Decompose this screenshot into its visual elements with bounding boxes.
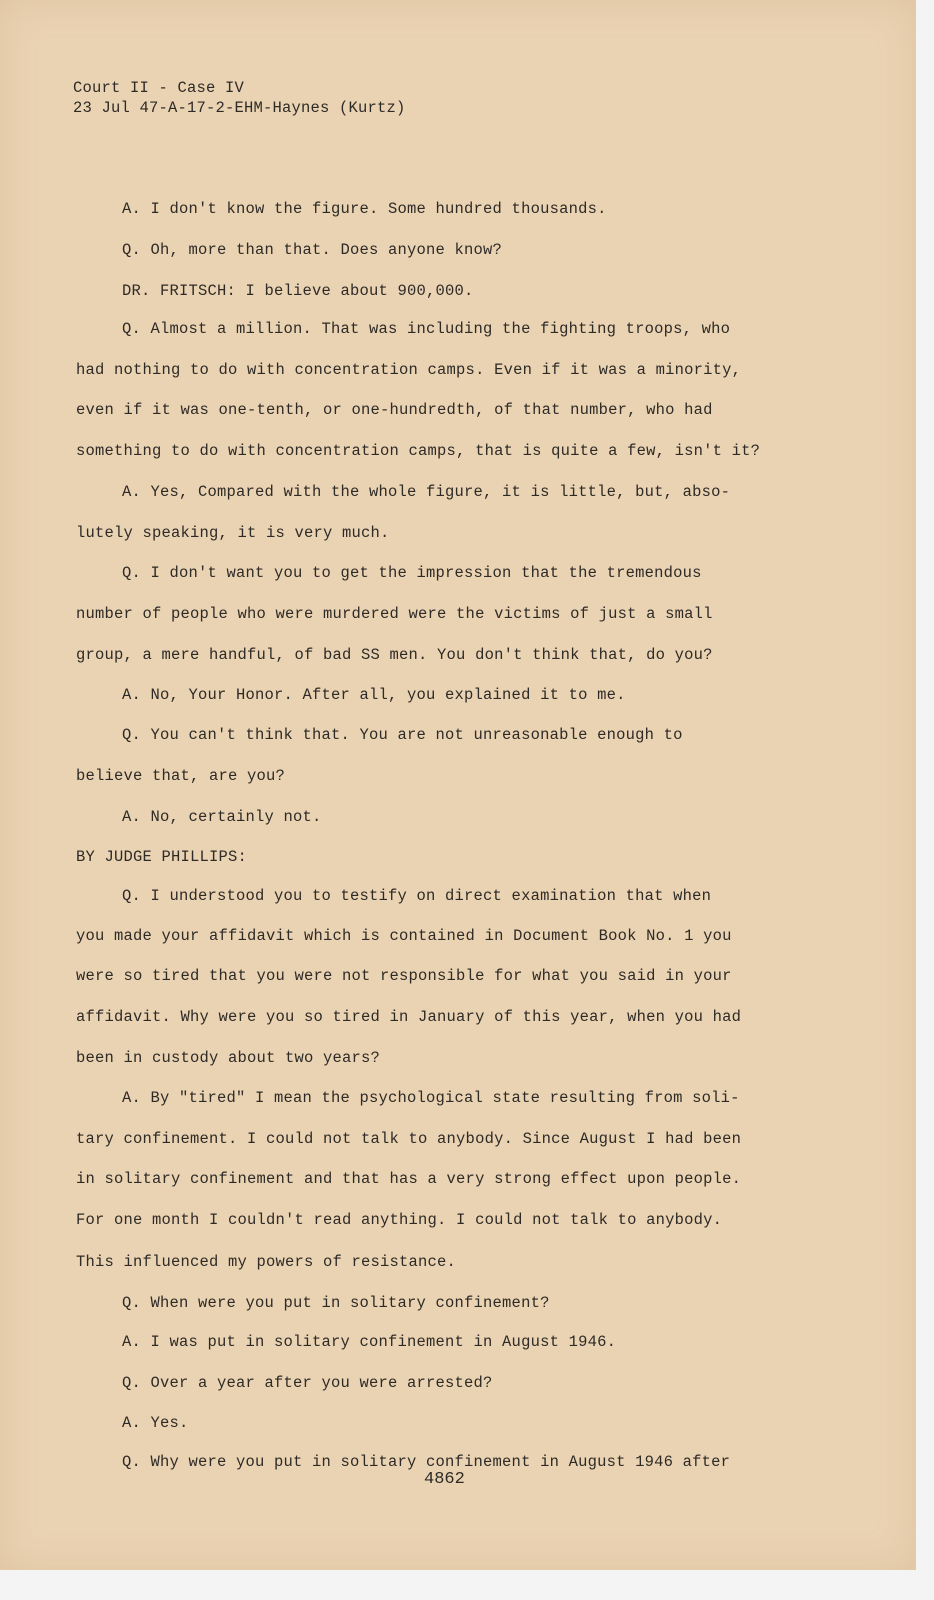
transcript-line: A. I don't know the figure. Some hundred thousands. [122,200,607,218]
document-header [73,78,406,118]
transcript-line: Q. You can't think that. You are not unreasonable enough to [122,726,683,744]
transcript-line: For one month I couldn't read anything. I could not talk to anybody. [76,1211,723,1229]
transcript-line: number of people who were murdered were the victims of just a small [76,605,713,623]
transcript-line: This influenced my powers of resistance. [76,1253,457,1271]
transcript-line: believe that, are you? [76,767,286,785]
transcript-line: something to do with concentration camps, that is quite a few, isn't it? [76,442,761,460]
transcript-line: A. Yes, Compared with the whole figure, it is little, but, abso- [122,483,731,501]
transcript-line: lutely speaking, it is very much. [76,524,390,542]
header-court-case: Court II - Case IV [73,79,245,97]
transcript-line: group, a mere handful, of bad SS men. You don't think that, do you? [76,646,713,664]
transcript-line: were so tired that you were not responsible for what you said in your [76,967,732,985]
transcript-line: A. No, certainly not. [122,808,322,826]
page-number: 4862 [424,1470,465,1489]
transcript-line: you made your affidavit which is contained in Document Book No. 1 you [76,927,732,945]
transcript-line: Q. Why were you put in solitary confinement in August 1946 after [122,1453,731,1471]
transcript-line: Q. I understood you to testify on direct examination that when [122,887,712,905]
transcript-line: A. Yes. [122,1414,189,1432]
transcript-line: tary confinement. I could not talk to anybody. Since August I had been [76,1130,742,1148]
transcript-line: in solitary confinement and that has a very strong effect upon people. [76,1170,742,1188]
transcript-line: DR. FRITSCH: I believe about 900,000. [122,282,474,300]
transcript-line: A. I was put in solitary confinement in August 1946. [122,1333,617,1351]
transcript-line: even if it was one-tenth, or one-hundredth, of that number, who had [76,401,713,419]
transcript-line: Q. When were you put in solitary confinement? [122,1294,550,1312]
transcript-line: been in custody about two years? [76,1049,381,1067]
transcript-line: Q. Almost a million. That was including the fighting troops, who [122,320,731,338]
header-reference: 23 Jul 47-A-17-2-EHM-Haynes (Kurtz) [73,99,406,117]
transcript-line: Q. I don't want you to get the impression that the tremendous [122,564,702,582]
transcript-line: Q. Over a year after you were arrested? [122,1374,493,1392]
transcript-line: A. No, Your Honor. After all, you explained it to me. [122,686,626,704]
transcript-line: affidavit. Why were you so tired in January of this year, when you had [76,1008,742,1026]
transcript-line: had nothing to do with concentration camps. Even if it was a minority, [76,361,742,379]
transcript-line: A. By "tired" I mean the psychological state resulting from soli- [122,1089,740,1107]
transcript-line: Q. Oh, more than that. Does anyone know? [122,241,503,259]
transcript-line: BY JUDGE PHILLIPS: [76,848,248,866]
